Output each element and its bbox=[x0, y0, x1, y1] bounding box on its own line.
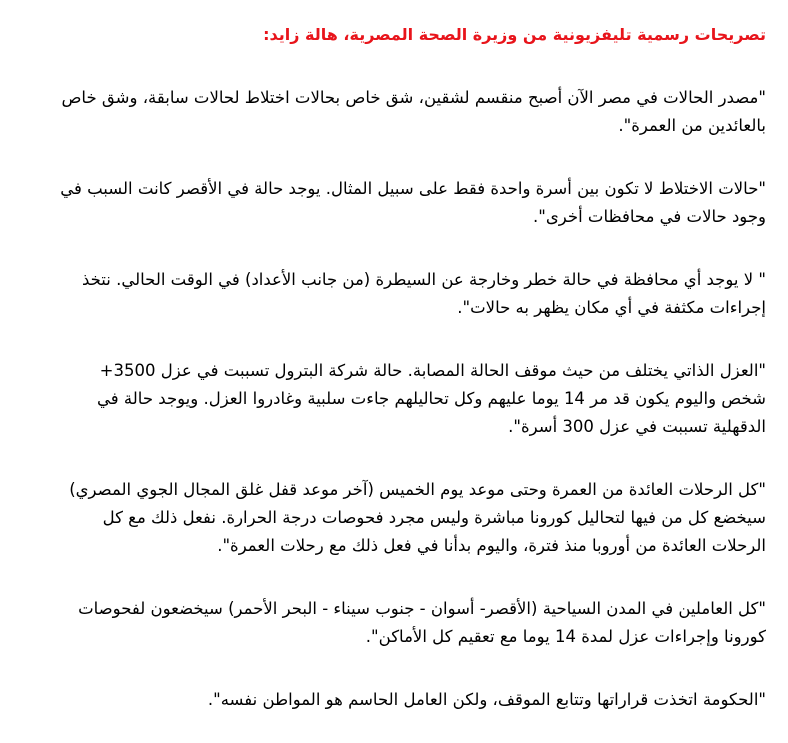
quote-paragraph-4: "العزل الذاتي يختلف من حيث موقف الحالة المصابة. حالة شركة البترول تسببت في عزل 3500+ شخص واليوم يكون قد مر 14 يوما عليهم وكل تحاليلهم جاءت سلبية وغادروا العزل. ويوجد حالة في الدقهلية تسببت في عزل 300 أسرة". bbox=[97, 361, 766, 436]
quote-paragraph-1: "مصدر الحالات في مصر الآن أصبح منقسم لشقين، شق خاص بحالات اختلاط لحالات سابقة، وشق خاص بالعائدين من العمرة". bbox=[61, 88, 766, 135]
article-heading: تصريحات رسمية تليفزيونية من وزيرة الصحة المصرية، هالة زايد: bbox=[263, 25, 766, 44]
quote-paragraph-6: "كل العاملين في المدن السياحية (الأقصر- أسوان - جنوب سيناء - البحر الأحمر) سيخضعون لفحوصات كورونا وإجراءات عزل لمدة 14 يوما مع تعقيم كل الأماكن". bbox=[78, 599, 766, 646]
quote-paragraph-7: "الحكومة اتخذت قراراتها وتتابع الموقف، ولكن العامل الحاسم هو المواطن نفسه". bbox=[207, 690, 766, 709]
quote-paragraph-3: " لا يوجد أي محافظة في حالة خطر وخارجة عن السيطرة (من جانب الأعداد) في الوقت الحالي. نتخذ إجراءات مكثفة في أي مكان يظهر به حالات". bbox=[81, 270, 766, 317]
article-body bbox=[60, 22, 766, 714]
quote-paragraph-5: "كل الرحلات العائدة من العمرة وحتى موعد يوم الخميس (آخر موعد قفل غلق المجال الجوي المصري) سيخضع كل من فيها لتحاليل كورونا مباشرة وليس مجرد فحوصات درجة الحرارة. نفعل ذلك مع كل الرحلات العائدة من أوروبا منذ فترة، واليوم بدأنا في فعل ذلك مع رحلات العمرة". bbox=[69, 480, 766, 555]
quote-paragraph-2: "حالات الاختلاط لا تكون بين أسرة واحدة فقط على سبيل المثال. يوجد حالة في الأقصر كانت السبب في وجود حالات في محافظات أخرى". bbox=[60, 179, 766, 226]
